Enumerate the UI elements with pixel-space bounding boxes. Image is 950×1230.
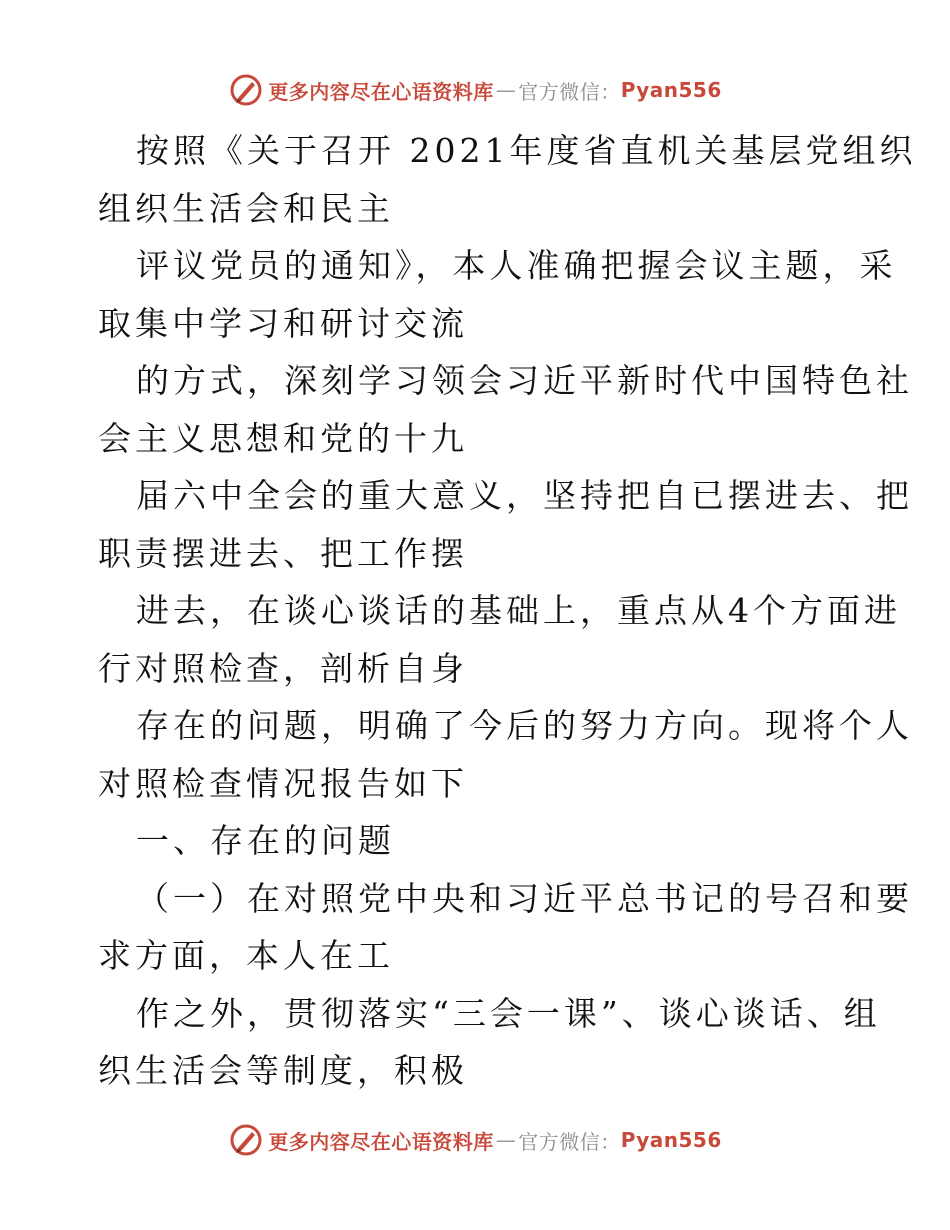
body-line: 行对照检查，剖析自身 bbox=[98, 648, 468, 688]
body-line: （一）在对照党中央和习近平总书记的号召和要 bbox=[136, 878, 913, 918]
document-body bbox=[98, 122, 917, 1100]
body-line: 取集中学习和研讨交流 bbox=[98, 303, 468, 343]
section-heading: 一、存在的问题 bbox=[136, 821, 395, 860]
body-line: 会主义思想和党的十九 bbox=[98, 418, 468, 458]
watermark-wechat-label: 官方微信： bbox=[518, 79, 621, 104]
pen-logo-icon bbox=[228, 72, 264, 108]
body-line: 组织生活会和民主 bbox=[98, 188, 394, 228]
body-line: 对照检查情况报告如下 bbox=[98, 763, 468, 803]
body-line: 进去，在谈心谈话的基础上，重点从4个方面进 bbox=[136, 591, 901, 630]
footer-watermark bbox=[0, 1120, 950, 1160]
watermark-site-name: 更多内容尽在心语资料库 bbox=[268, 1129, 494, 1154]
watermark-wechat-label: 官方微信： bbox=[518, 1129, 621, 1154]
body-line: 的方式，深刻学习领会习近平新时代中国特色社 bbox=[136, 361, 913, 400]
watermark-site-name: 更多内容尽在心语资料库 bbox=[268, 79, 494, 104]
watermark-dash: — bbox=[495, 1128, 517, 1152]
body-line: 职责摆进去、把工作摆 bbox=[98, 533, 468, 573]
header-watermark bbox=[0, 70, 950, 110]
body-line: 作之外，贯彻落实“三会一课”、谈心谈话、组 bbox=[136, 993, 881, 1033]
body-line: 按照《关于召开 2021年度省直机关基层党组织 bbox=[136, 131, 917, 170]
pen-logo-icon bbox=[228, 1122, 264, 1158]
body-line: 届六中全会的重大意义，坚持把自已摆进去、把 bbox=[136, 476, 913, 515]
watermark-dash: — bbox=[495, 78, 517, 102]
body-line: 评议党员的通知》，本人准确把握会议主题，采 bbox=[136, 246, 897, 285]
watermark-account: Pyan556 bbox=[620, 1128, 722, 1152]
watermark-account: Pyan556 bbox=[620, 78, 722, 102]
body-line: 存在的问题，明确了今后的努力方向。现将个人 bbox=[136, 706, 913, 745]
body-line: 求方面，本人在工 bbox=[98, 936, 394, 975]
body-line: 织生活会等制度，积极 bbox=[98, 1051, 468, 1090]
